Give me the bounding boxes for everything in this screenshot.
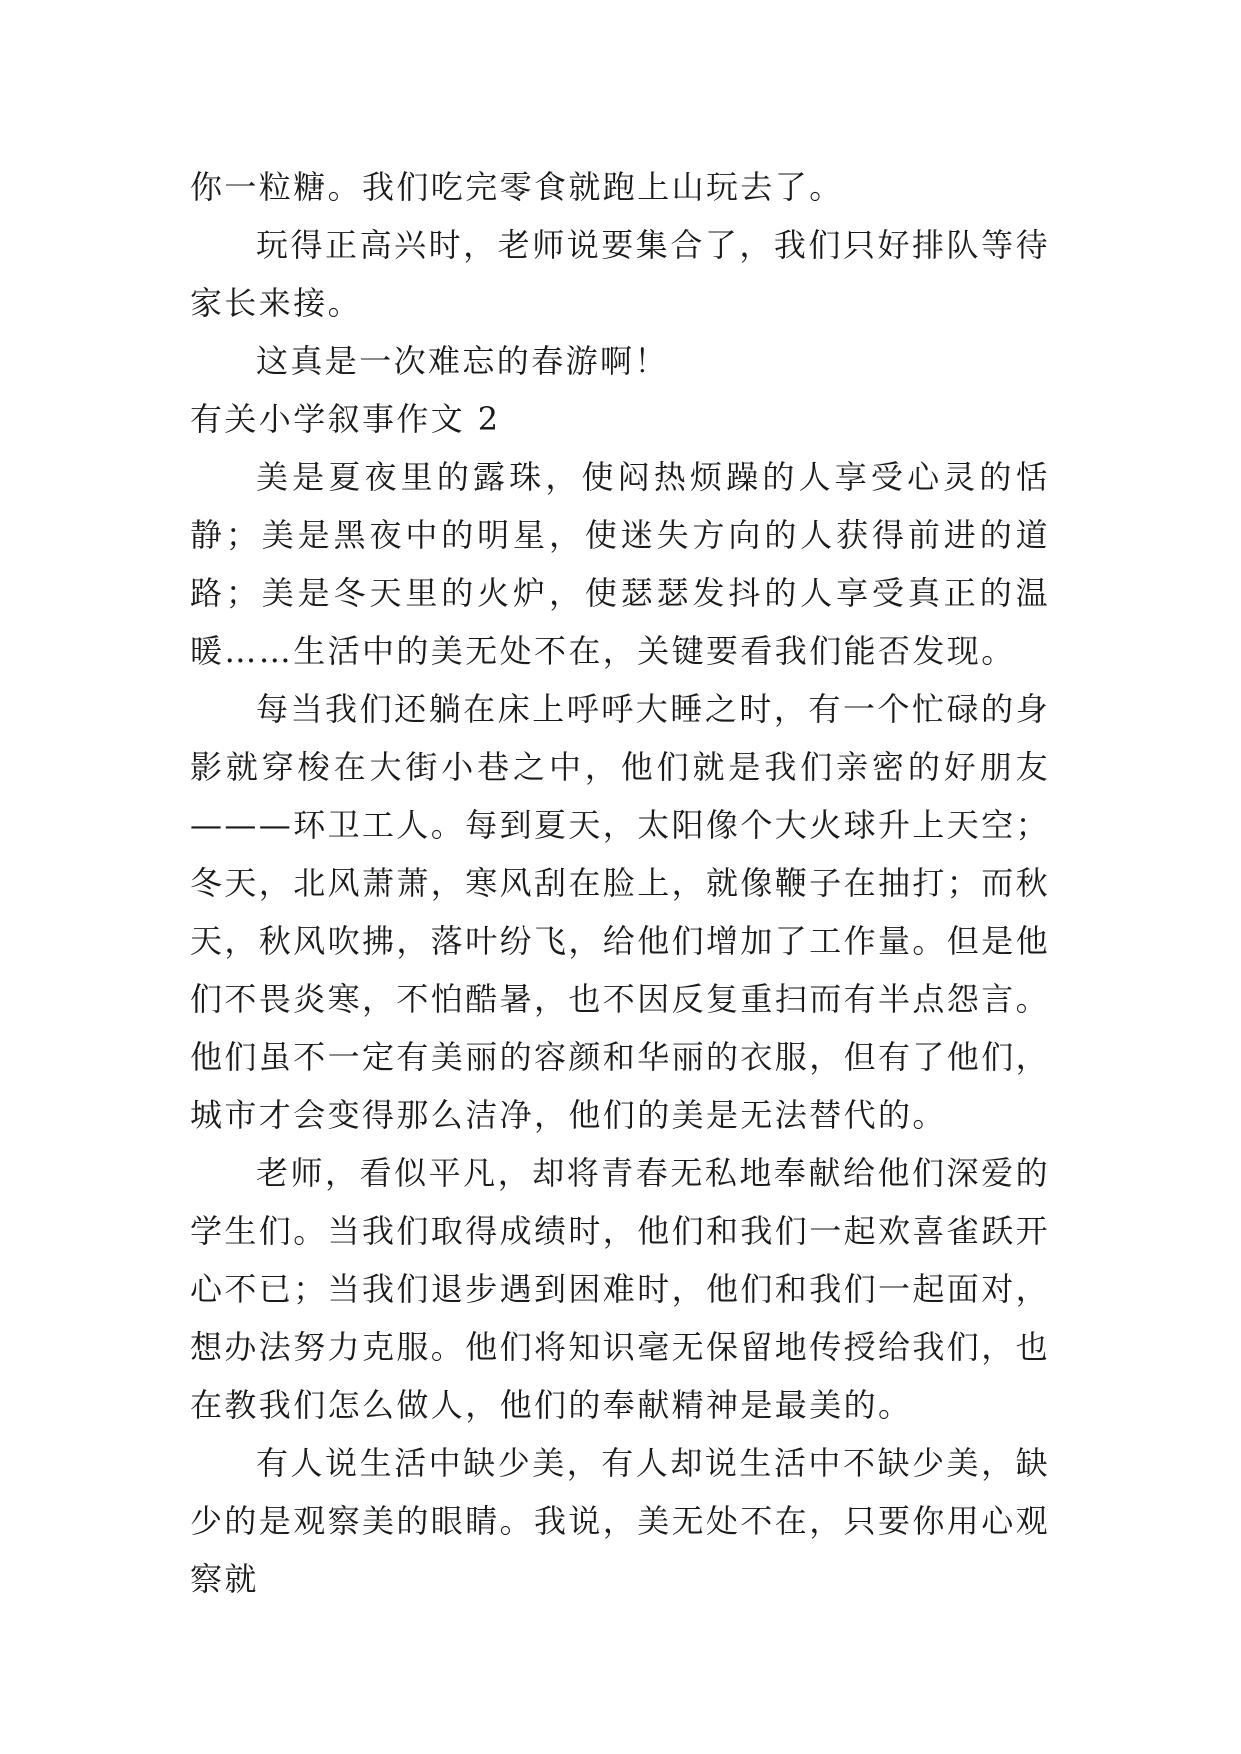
paragraph-sanitation-workers: 每当我们还躺在床上呼呼大睡之时，有一个忙碌的身影就穿梭在大街小巷之中，他们就是我们亲密的好朋友———环卫工人。每到夏天，太阳像个大火球升上天空；冬天，北风萧萧，寒风刮在脸上，就像鞭子在抽打；而秋天，秋风吹拂，落叶纷飞，给他们增加了工作量。但是他们不畏炎寒，不怕酷暑，也不因反复重扫而有半点怨言。他们虽不一定有美丽的容颜和华丽的衣服，但有了他们，城市才会变得那么洁净，他们的美是无法替代的。 xyxy=(190,690,1051,1134)
section-title: 有关小学叙事作文 2 xyxy=(190,400,501,438)
paragraph-teachers: 老师，看似平凡，却将青春无私地奉献给他们深爱的学生们。当我们取得成绩时，他们和我们一起欢喜雀跃开心不已；当我们退步遇到困难时，他们和我们一起面对，想办法努力克服。他们将知识毫无保留地传授给我们，也在教我们怎么做人，他们的奉献精神是最美的。 xyxy=(190,1154,1051,1424)
paragraph-beauty-everywhere: 有人说生活中缺少美，有人却说生活中不缺少美，缺少的是观察美的眼睛。我说，美无处不在，只要你用心观察就 xyxy=(190,1444,1051,1598)
paragraph-spring-outing-conclusion: 这真是一次难忘的春游啊！ xyxy=(256,342,669,380)
paragraph-beauty-intro: 美是夏夜里的露珠，使闷热烦躁的人享受心灵的恬静；美是黑夜中的明星，使迷失方向的人获得前进的道路；美是冬天里的火炉，使瑟瑟发抖的人享受真正的温暖……生活中的美无处不在，关键要看我们能否发现。 xyxy=(190,458,1050,670)
paragraph-continuation: 你一粒糖。我们吃完零食就跑上山玩去了。 xyxy=(190,168,844,206)
paragraph-gathering: 玩得正高兴时，老师说要集合了，我们只好排队等待家长来接。 xyxy=(190,226,1050,322)
document-body xyxy=(190,158,1050,1608)
